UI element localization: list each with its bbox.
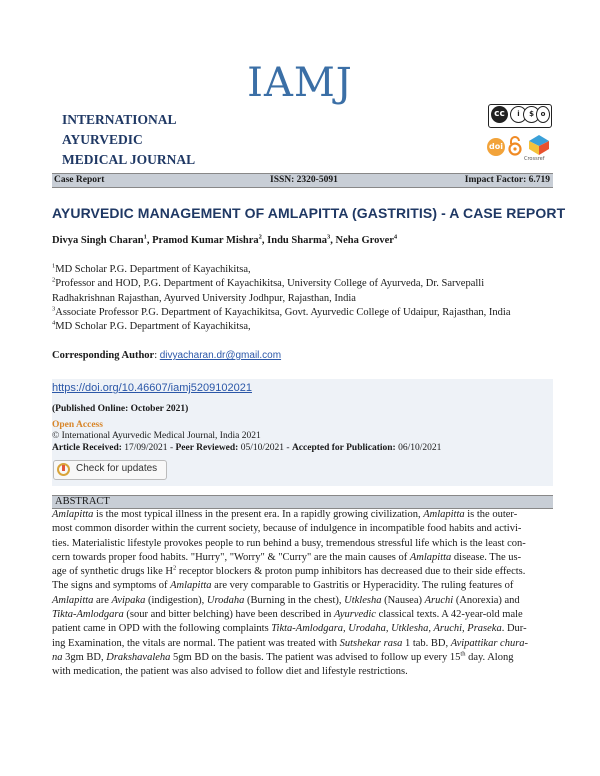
by-mark: i	[510, 106, 527, 123]
abstract-line: Amlapitta are Avipaka (indigestion), Urodaha (Burning in the chest), Utklesha (Nausea) Aruchi (Anorexia) and	[52, 594, 520, 606]
open-access-label: Open Access	[52, 420, 103, 430]
abstract-heading-bar	[52, 495, 553, 509]
sa-mark: o	[536, 106, 550, 123]
journal-name-line: MEDICAL JOURNAL	[62, 152, 196, 167]
affiliation: Radhakrishnan Rajasthan, Ayurved University Jodhpur, Rajasthan, India	[52, 292, 356, 304]
abstract-line: patient came in OPD with the following complaints Tikta-Amlodgara, Urodaha, Utklesha, Aruchi, Praseka. Dur-	[52, 623, 527, 635]
corresponding-email-link[interactable]: divyacharan.dr@gmail.com	[159, 350, 282, 361]
author-name: Pramod Kumar Mishra	[152, 235, 259, 246]
check-updates-label: Check for updates	[76, 463, 158, 474]
author-sup: 4	[393, 233, 398, 241]
affiliation: $^1$MD Scholar P.G. Department of Kayachikitsa,	[52, 262, 251, 275]
crossref-caption: Crossref	[524, 156, 545, 162]
affiliation: $^2$Professor and HOD, P.G. Department of Kayachikitsa, University College of Ayurveda, Dr. Sarvepalli	[52, 276, 485, 290]
author-list: Divya Singh Charan$^1$, Pramod Kumar Mishra$^2$, Indu Sharma$^3$, Neha Grover$^4$	[52, 233, 398, 246]
check-updates-icon	[57, 463, 70, 476]
affiliation: $^3$Associate Professor P.G. Department of Kayachikitsa, Govt. Ayurvedic College of Udaipur, Rajasthan, India	[52, 305, 511, 318]
abstract-line: ties. Materialistic lifestyle provokes people to run behind a busy, tremendous stressful life which is the least con-	[52, 537, 526, 549]
author-name: Indu Sharma	[267, 235, 327, 246]
author-name: Neha Grover	[335, 235, 394, 246]
abstract-line: with medication, the patient was also advised to follow diet and lifestyle restrictions.	[52, 666, 408, 678]
copyright: © International Ayurvedic Medical Journal, India 2021	[52, 431, 261, 441]
corresponding-author: Corresponding Author: divyacharan.dr@gmail.com	[52, 350, 282, 361]
doi-icon[interactable]: doi	[487, 138, 505, 156]
article-title: AYURVEDIC MANAGEMENT OF AMLAPITTA (GASTRITIS) - A CASE REPORT	[52, 205, 566, 221]
abstract-line: age of synthetic drugs like $H^2$ receptor blockers & proton pump inhibitors has decreased due to their side effects.	[52, 564, 526, 578]
abstract-line: Tikta-Amlodgara (sour and bitter belching) have been described in Ayurvedic classical texts. A 42-year-old male	[52, 609, 523, 621]
article-type: Case Report	[54, 175, 105, 185]
cc-by-nc-sa-icon[interactable]	[488, 104, 552, 128]
nc-mark: $	[523, 106, 540, 123]
cc-mark: cc	[491, 106, 508, 123]
journal-name-line: INTERNATIONAL	[62, 112, 177, 127]
author-sup: 1	[143, 233, 147, 241]
abstract-line: ing Examination, the vitals are normal. The patient was treated with Sutshekar rasa 1 tab. BD, Avipattikar chura-	[52, 637, 529, 649]
journal-logo: IAMJ	[247, 60, 353, 106]
check-for-updates-button[interactable]	[53, 460, 167, 480]
article-dates: Article Received: 17/09/2021 - Peer Reviewed: 05/10/2021 - Accepted for Publication: 06/10/2021	[52, 443, 442, 453]
abstract-line: The signs and symptoms of Amlapitta are very comparable to Gastritis or Hyperacidity. The ruling features of	[52, 580, 514, 592]
abstract-line: cern towards proper food habits. "Hurry", "Worry" & "Curry" are the main causes of Amlapitta disease. The us-	[52, 551, 522, 563]
impact-factor: Impact Factor: 6.719	[464, 175, 550, 185]
journal-name	[62, 110, 195, 170]
open-access-icon[interactable]	[508, 136, 522, 156]
affiliation: $^4$MD Scholar P.G. Department of Kayachikitsa,	[52, 319, 251, 333]
abstract-line: most common disorder within the current society, because of indulgence in incompatible food habits and activi-	[52, 523, 522, 535]
author-name: Divya Singh Charan	[52, 235, 144, 246]
abstract-heading: ABSTRACT	[55, 496, 110, 507]
issn: ISSN: 2320-5091	[270, 175, 338, 185]
affiliations	[52, 263, 552, 334]
published-online: (Published Online: October 2021)	[52, 404, 189, 414]
abstract-text	[52, 508, 553, 680]
article-info-bar	[52, 173, 553, 188]
abstract-line: Amlapitta is the most typical illness in the present era. In a rapidly growing civilization, Amlapitta is the outer-	[52, 509, 518, 520]
doi-link[interactable]: https://doi.org/10.46607/iamj5209102021	[52, 382, 252, 394]
crossref-icon[interactable]	[528, 134, 550, 156]
journal-name-line: AYURVEDIC	[62, 132, 143, 147]
abstract-line: na 3gm BD, Drakshavaleha 5gm BD on the basis. The patient was advised to follow up every 15th day. Along	[52, 650, 514, 663]
corresponding-label: Corresponding Author	[52, 350, 155, 361]
author-sup: 2	[258, 233, 262, 241]
author-sup: 3	[327, 233, 331, 241]
